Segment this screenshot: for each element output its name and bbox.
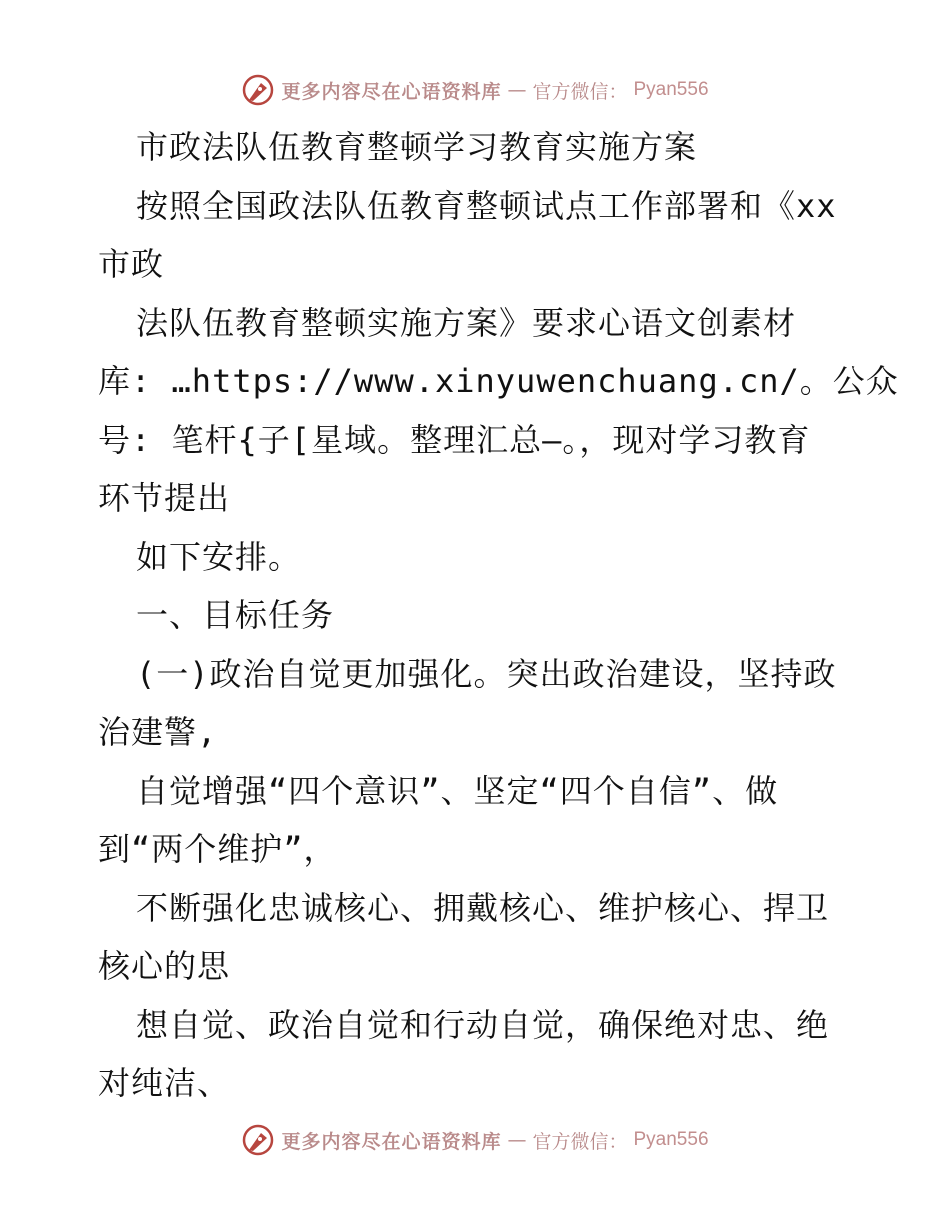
banner-wechat-label: 官方微信： [532,1130,628,1153]
banner-text: 更多内容尽在心语资料库 [281,80,502,103]
paragraph-line: 按照全国政法队伍教育整顿试点工作部署和《xx [136,186,837,225]
header-watermark-banner [0,72,950,108]
banner-dash: — [507,1129,527,1151]
section-heading: 一、目标任务 [136,596,335,634]
document-body [98,118,899,1113]
paragraph-line: (一)政治自觉更加强化。突出政治建设，坚持政 [136,654,837,693]
paragraph-line: 对纯洁、 [98,1064,231,1102]
pen-nib-logo-icon [241,1123,275,1157]
paragraph-line: 环节提出 [98,479,231,517]
paragraph-line: 法队伍教育整顿实施方案》要求心语文创素材 [136,303,797,342]
banner-wechat-id: Pyan556 [633,1129,709,1150]
paragraph-line: 自觉增强“四个意识”、坚定“四个自信”、做 [136,771,779,810]
paragraph-line: 想自觉、政治自觉和行动自觉，确保绝对忠、绝 [136,1005,830,1044]
paragraph-line: 库: …https://www.xinyuwenchuang.cn/。公众 [98,362,899,400]
banner-text: 更多内容尽在心语资料库 [281,1130,502,1153]
paragraph-line: 市政 [98,245,165,283]
paragraph-line: 号: 笔杆{子[星域。整理汇总—。，现对学习教育 [98,420,811,459]
paragraph-line: 核心的思 [98,947,231,985]
paragraph-line: 到“两个维护”， [98,830,337,868]
banner-dash: — [507,79,527,101]
paragraph-line: 不断强化忠诚核心、拥戴核心、维护核心、捍卫 [136,888,830,927]
paragraph-line: 如下安排。 [136,537,302,576]
document-title: 市政法队伍教育整顿学习教育实施方案 [136,128,698,166]
banner-wechat-id: Pyan556 [633,79,709,100]
paragraph-line: 治建警, [98,713,218,751]
footer-watermark-banner [0,1122,950,1158]
pen-nib-logo-icon [241,73,275,107]
banner-wechat-label: 官方微信： [532,80,628,103]
